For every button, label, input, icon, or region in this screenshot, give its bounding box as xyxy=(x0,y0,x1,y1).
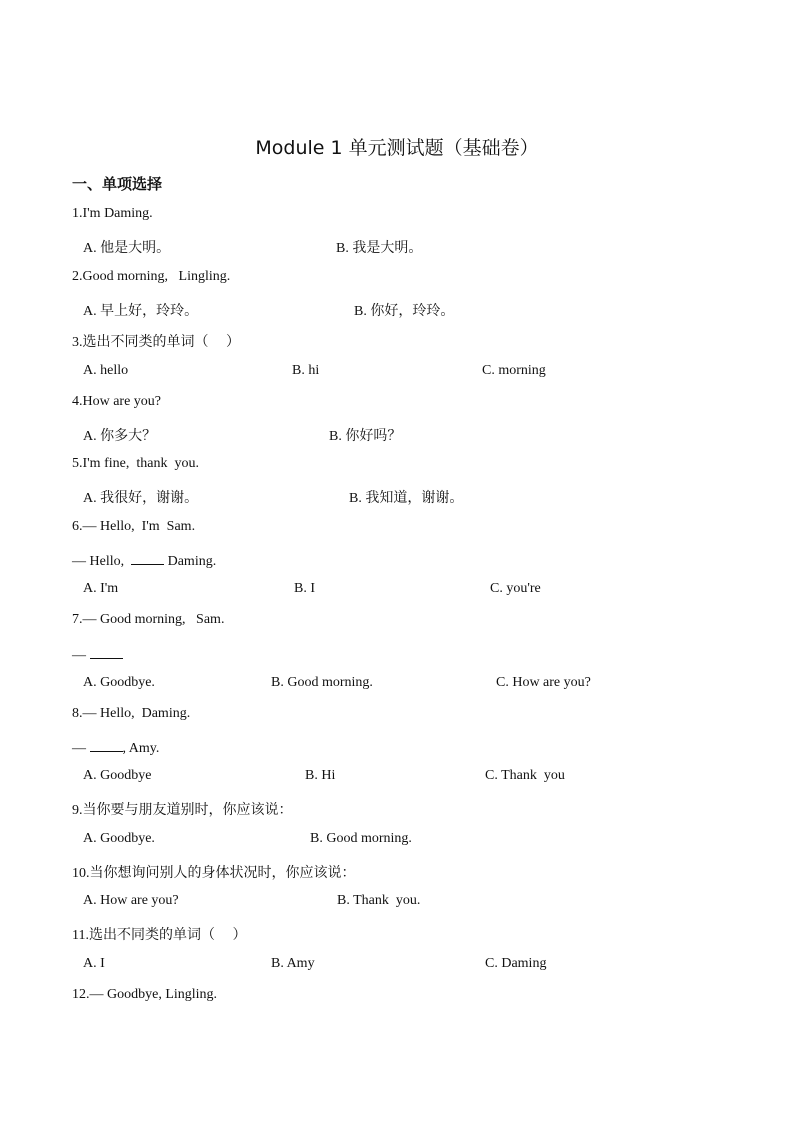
dialogue-prefix: — Hello, xyxy=(72,554,132,569)
question-6-option-a: A. I'm xyxy=(83,581,119,596)
question-12-stem: 12.— Goodbye, Lingling. xyxy=(72,987,218,1002)
question-6-option-c: C. you're xyxy=(490,581,541,596)
dialogue-suffix: , Amy. xyxy=(122,741,160,756)
question-8-option-c: C. Thank you xyxy=(485,768,565,783)
question-1-option-a: A. 他是大明。 xyxy=(83,241,171,256)
question-5-stem: 5.I'm fine, thank you. xyxy=(72,456,199,471)
question-1-option-b: B. 我是大明。 xyxy=(336,241,423,256)
question-8-option-b: B. Hi xyxy=(305,768,336,783)
question-2-option-b: B. 你好，玲玲。 xyxy=(354,304,455,319)
question-7-stem: 7.— Good morning, Sam. xyxy=(72,612,225,627)
question-8-dialogue-line xyxy=(72,737,159,757)
question-2-option-a: A. 早上好，玲玲。 xyxy=(83,304,199,319)
question-6-dialogue-line xyxy=(72,550,216,570)
answer-blank xyxy=(90,737,123,752)
dialogue-prefix: — xyxy=(72,648,90,663)
question-7-option-b: B. Good morning. xyxy=(271,675,373,690)
question-10-option-b: B. Thank you. xyxy=(337,893,421,908)
question-2-stem: 2.Good morning, Lingling. xyxy=(72,269,231,284)
question-3-option-a: A. hello xyxy=(83,363,129,378)
question-9-option-a: A. Goodbye. xyxy=(83,831,155,846)
question-10-option-a: A. How are you? xyxy=(83,893,179,908)
question-9-stem: 9.当你要与朋友道别时，你应该说： xyxy=(72,803,293,818)
question-3-option-b: B. hi xyxy=(292,363,320,378)
question-7-dialogue-line xyxy=(72,644,123,664)
question-4-stem: 4.How are you? xyxy=(72,394,162,409)
question-5-option-b: B. 我知道，谢谢。 xyxy=(349,491,464,506)
section-heading: 一、单项选择 xyxy=(72,175,163,193)
question-8-stem: 8.— Hello, Daming. xyxy=(72,706,191,721)
question-5-option-a: A. 我很好，谢谢。 xyxy=(83,491,199,506)
question-8-option-a: A. Goodbye xyxy=(83,768,152,783)
question-3-stem: 3.选出不同类的单词（ ） xyxy=(72,335,240,350)
question-10-stem: 10.当你想询问别人的身体状况时，你应该说： xyxy=(72,866,356,881)
question-7-option-a: A. Goodbye. xyxy=(83,675,155,690)
question-4-option-b: B. 你好吗？ xyxy=(329,429,402,444)
dialogue-prefix: — xyxy=(72,741,90,756)
answer-blank xyxy=(131,550,164,565)
page-title: Module 1 单元测试题（基础卷） xyxy=(255,137,539,159)
question-11-option-a: A. I xyxy=(83,956,105,971)
question-6-stem: 6.— Hello, I'm Sam. xyxy=(72,519,196,534)
question-3-option-c: C. morning xyxy=(482,363,546,378)
question-11-option-c: C. Daming xyxy=(485,956,547,971)
answer-blank xyxy=(90,644,123,659)
question-6-option-b: B. I xyxy=(294,581,315,596)
question-1-stem: 1.I'm Daming. xyxy=(72,206,153,221)
question-7-option-c: C. How are you? xyxy=(496,675,591,690)
question-11-option-b: B. Amy xyxy=(271,956,315,971)
question-4-option-a: A. 你多大？ xyxy=(83,429,157,444)
question-9-option-b: B. Good morning. xyxy=(310,831,412,846)
question-11-stem: 11.选出不同类的单词（ ） xyxy=(72,928,247,943)
dialogue-suffix: Daming. xyxy=(164,554,217,569)
